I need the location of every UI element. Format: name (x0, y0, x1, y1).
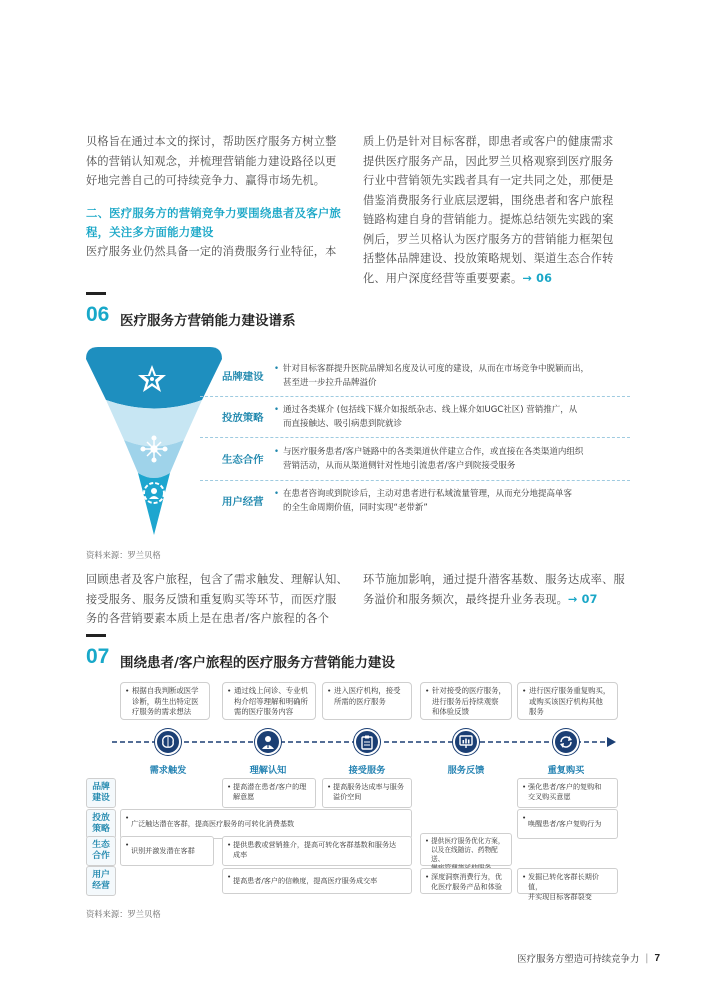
layer-desc-user (274, 487, 634, 515)
cell-brand-repurchase (517, 778, 618, 808)
section-heading (86, 204, 348, 242)
figure-number: 06 (86, 303, 110, 326)
middle-right-text: 务溢价和服务频次，最终提升业务表现。 (363, 592, 568, 606)
intro-right-line: 借鉴消费服务行业底层逻辑，围绕患者和客户旅程 (363, 193, 614, 207)
footer-title: 医疗服务方塑造可持续竞争力 (517, 954, 640, 965)
brain-icon (155, 729, 181, 755)
layer-desc-text: 营销活动，从而从渠道侧针对性地引流患者/客户到院接受服务 (283, 461, 516, 471)
intro-right-line: 例后，罗兰贝格认为医疗服务方的营销能力框架包 (363, 232, 614, 246)
layer-label-brand: 品牌建设 (222, 371, 264, 383)
layer-desc-line (274, 501, 634, 515)
stage-label-demand: 需求触发 (149, 765, 187, 776)
page-number: 7 (654, 952, 660, 964)
journey-box-line: 需的医疗服务内容 (234, 707, 294, 716)
cell-line: • 发掘已转化客群长期价值， (528, 872, 599, 891)
cell-ecosystem-extended (420, 833, 512, 866)
figure-06-link[interactable]: → 06 (522, 271, 553, 285)
intro-left-line: 贝格旨在通过本文的探讨，帮助医疗服务方树立整 (86, 135, 337, 148)
cell-user-insight (420, 868, 512, 894)
cell-media-reach (120, 809, 412, 839)
layer-divider (200, 396, 630, 397)
journey-box-repurchase (517, 682, 618, 720)
section-heading-line: 二、医疗服务方的营销竞争力要围绕患者及客户旅 (86, 205, 341, 220)
layer-desc-brand (274, 362, 634, 390)
footer-separator: | (645, 952, 649, 964)
cell-user-lifetime (517, 868, 618, 901)
cell-line: 解意愿 (233, 792, 255, 801)
intro-right-line: 质上仍是针对目标客群，即患者或客户的健康需求 (363, 135, 614, 148)
layer-desc-text: 与医疗服务患者/客户链路中的各类渠道伙伴建立合作，或直接在各类渠道内组织 (283, 447, 584, 457)
middle-right-line (363, 590, 625, 610)
intro-right-line: 括整体品牌建设、投放策略规划、渠道生态合作转 (363, 252, 614, 265)
stage-label-service: 接受服务 (348, 765, 386, 776)
cell-line: 溢价空间 (333, 792, 362, 801)
middle-right-line: 环节施加影响，通过提升潜客基数、服务达成率、服 (363, 573, 625, 586)
journey-box-line: 疗服务的需求想法 (132, 707, 192, 716)
layer-label-ecosystem: 生态合作 (222, 454, 264, 466)
layer-desc-text: 甚至进一步拉升品牌溢价 (283, 378, 377, 388)
intro-left-line: 医疗服务业仍然具备一定的消费服务行业特征，本 (86, 244, 337, 258)
cell-line: 化医疗服务产品和体验 (431, 882, 502, 891)
cell-line: 并实现目标客群裂变 (528, 892, 592, 901)
cell-user-trust (222, 868, 412, 894)
layer-desc-text: 在患者咨询或到院诊后，主动对患者进行私域流量管理，从而充分地提高单客 (283, 489, 573, 499)
cell-line: • 提高患者/客户的信赖度，提高医疗服务成交率 (233, 876, 378, 885)
row-label-line: 投放 (92, 813, 110, 823)
section-heading-line: 程，关注多方面能力建设 (86, 224, 214, 239)
cell-line: 成率 (233, 850, 248, 859)
journey-box-line: 或购买该医疗机构其他 (529, 696, 603, 706)
journey-box-service (322, 682, 412, 720)
row-label-ecosystem (86, 836, 116, 866)
cell-line: • 提高潜在患者/客户的理 (233, 782, 307, 791)
layer-desc-media (274, 403, 634, 431)
cell-ecosystem-promote (222, 836, 412, 866)
row-label-brand (86, 778, 116, 808)
figure-number: 07 (86, 645, 110, 668)
journey-box-line: 构介绍等理解和明确所 (234, 696, 308, 706)
middle-left-line: 回顾患者及客户旅程，包含了需求触发、理解认知、 (86, 573, 348, 586)
row-label-user (86, 866, 116, 896)
journey-box-line: • 针对接受的医疗服务， (432, 686, 506, 695)
intro-right-last-text: 化、用户深度经营等重要要素。 (363, 271, 523, 285)
layer-desc-text: 而直接触达、吸引病患到院就诊 (283, 419, 403, 429)
row-label-line: 建设 (92, 793, 110, 803)
layer-desc-text: 的全生命周期价值，同时实现“老带新” (283, 503, 428, 513)
layer-divider (200, 480, 630, 481)
layer-desc-line: • 通过各类媒介 (包括线下媒介如报纸杂志、线上媒介如UGC社区) 营销推广，从 (274, 405, 578, 415)
middle-left-line: 接受服务、服务反馈和重复购买等环节，而医疗服 (86, 592, 337, 606)
journey-box-line: • 进行医疗服务重复购买， (529, 686, 611, 695)
cell-line: • 广泛触达潜在客群，提高医疗服务的可转化消费基数 (131, 819, 295, 828)
row-label-line: 生态 (92, 840, 110, 850)
cell-media-repurchase (517, 809, 618, 839)
figure-07-link[interactable]: → 07 (567, 592, 598, 606)
journey-box-line: 所需的医疗服务 (334, 696, 386, 706)
journey-box-line: • 通过线上问诊、专业机 (234, 686, 308, 695)
layer-divider (200, 437, 630, 438)
cell-line: 以及在线随访、药物配送、 (431, 846, 498, 863)
middle-left-line: 务的各营销要素本质上是在患者/客户旅程的各个 (86, 612, 330, 625)
cell-line: • 提供患教或营销推介，提高可转化客群基数和服务达 (233, 840, 397, 849)
cell-line: • 识别并激发潜在客群 (131, 846, 195, 855)
journey-box-line: • 根据自我判断或医学 (132, 686, 199, 695)
intro-left-line: 体的营销认知观念，并梳理营销能力建设路径以更 (86, 154, 337, 168)
figure-title: 围绕患者/客户旅程的医疗服务方营销能力建设 (120, 655, 395, 671)
cell-line: • 深度洞察消费行为，优 (431, 872, 502, 881)
figure-source: 资料来源：罗兰贝格 (86, 909, 161, 919)
cell-line: • 提供医疗服务优化方案， (431, 837, 505, 845)
layer-label-user: 用户经营 (222, 496, 264, 508)
intro-right-column (363, 132, 625, 288)
page-footer (480, 951, 660, 965)
cell-line: • 强化患者/客户的复购和 (528, 782, 602, 791)
middle-left-column (86, 570, 348, 629)
intro-right-line (363, 269, 625, 289)
row-label-line: 合作 (92, 851, 110, 861)
cell-brand-service (322, 778, 412, 808)
middle-right-column (363, 570, 625, 609)
journey-box-line: 进行服务后持续观察 (432, 696, 499, 706)
layer-desc-line (274, 417, 634, 431)
journey-box-line: • 进入医疗机构，接受 (334, 686, 401, 695)
intro-left-column (86, 132, 348, 261)
cell-line: 交叉购买意愿 (528, 792, 571, 801)
layer-desc-line: • 与医疗服务患者/客户链路中的各类渠道伙伴建立合作，或直接在各类渠道内组织 (274, 447, 584, 457)
cell-line: • 提高服务达成率与服务 (333, 782, 404, 791)
stage-label-feedback: 服务反馈 (447, 765, 485, 776)
layer-desc-ecosystem (274, 445, 634, 473)
intro-right-line: 行业中营销领先实践者具有一定共同之处，那便是 (363, 174, 614, 187)
journey-box-line: 和体验反馈 (432, 707, 469, 716)
layer-desc-line (274, 376, 634, 390)
figure-title: 医疗服务方营销能力建设谱系 (120, 313, 296, 329)
feedback-icon (453, 729, 479, 755)
doctor-icon (255, 729, 281, 755)
layer-desc-line: • 针对目标客群提升医院品牌知名度及认可度的建设，从而在市场竞争中脱颖而出， (274, 364, 590, 374)
figure-source: 资料来源：罗兰贝格 (86, 550, 161, 560)
intro-left-line: 好地完善自己的可持续竞争力、赢得市场先机。 (86, 174, 326, 187)
cell-line: • 唤醒患者/客户复购行为 (528, 819, 602, 828)
row-label-media (86, 809, 116, 839)
cell-brand-understand (222, 778, 316, 808)
journey-box-line: 诊断，萌生出特定医 (132, 696, 199, 706)
clipboard-icon (354, 729, 380, 755)
cell-ecosystem-identify (120, 836, 214, 866)
layer-desc-text: 通过各类媒介 (包括线下媒介如报纸杂志、线上媒介如UGC社区) 营销推广，从 (283, 405, 578, 415)
journey-box-line: 服务 (529, 707, 544, 716)
row-label-line: 品牌 (92, 782, 110, 792)
layer-desc-line (274, 459, 634, 473)
section-bar (86, 292, 106, 295)
layer-label-media: 投放策略 (222, 412, 264, 424)
row-label-line: 策略 (92, 824, 110, 834)
row-label-line: 经营 (92, 881, 110, 891)
journey-box-feedback (420, 682, 512, 720)
layer-desc-text: 针对目标客群提升医院品牌知名度及认可度的建设，从而在市场竞争中脱颖而出， (283, 364, 590, 374)
intro-right-line: 提供医疗服务产品，因此罗兰贝格观察到医疗服务 (363, 154, 614, 168)
capability-funnel (84, 345, 224, 540)
stage-label-understand: 理解认知 (249, 765, 287, 776)
intro-right-line: 链路构建自身的营销能力。提炼总结领先实践的案 (363, 213, 614, 226)
stage-label-repurchase: 重复购买 (547, 765, 585, 776)
row-label-line: 用户 (92, 870, 110, 880)
section-bar (86, 634, 106, 637)
layer-desc-line: • 在患者咨询或到院诊后，主动对患者进行私域流量管理，从而充分地提高单客 (274, 489, 573, 499)
repeat-icon (553, 729, 579, 755)
journey-box-demand (120, 682, 210, 720)
journey-box-understand (222, 682, 316, 720)
